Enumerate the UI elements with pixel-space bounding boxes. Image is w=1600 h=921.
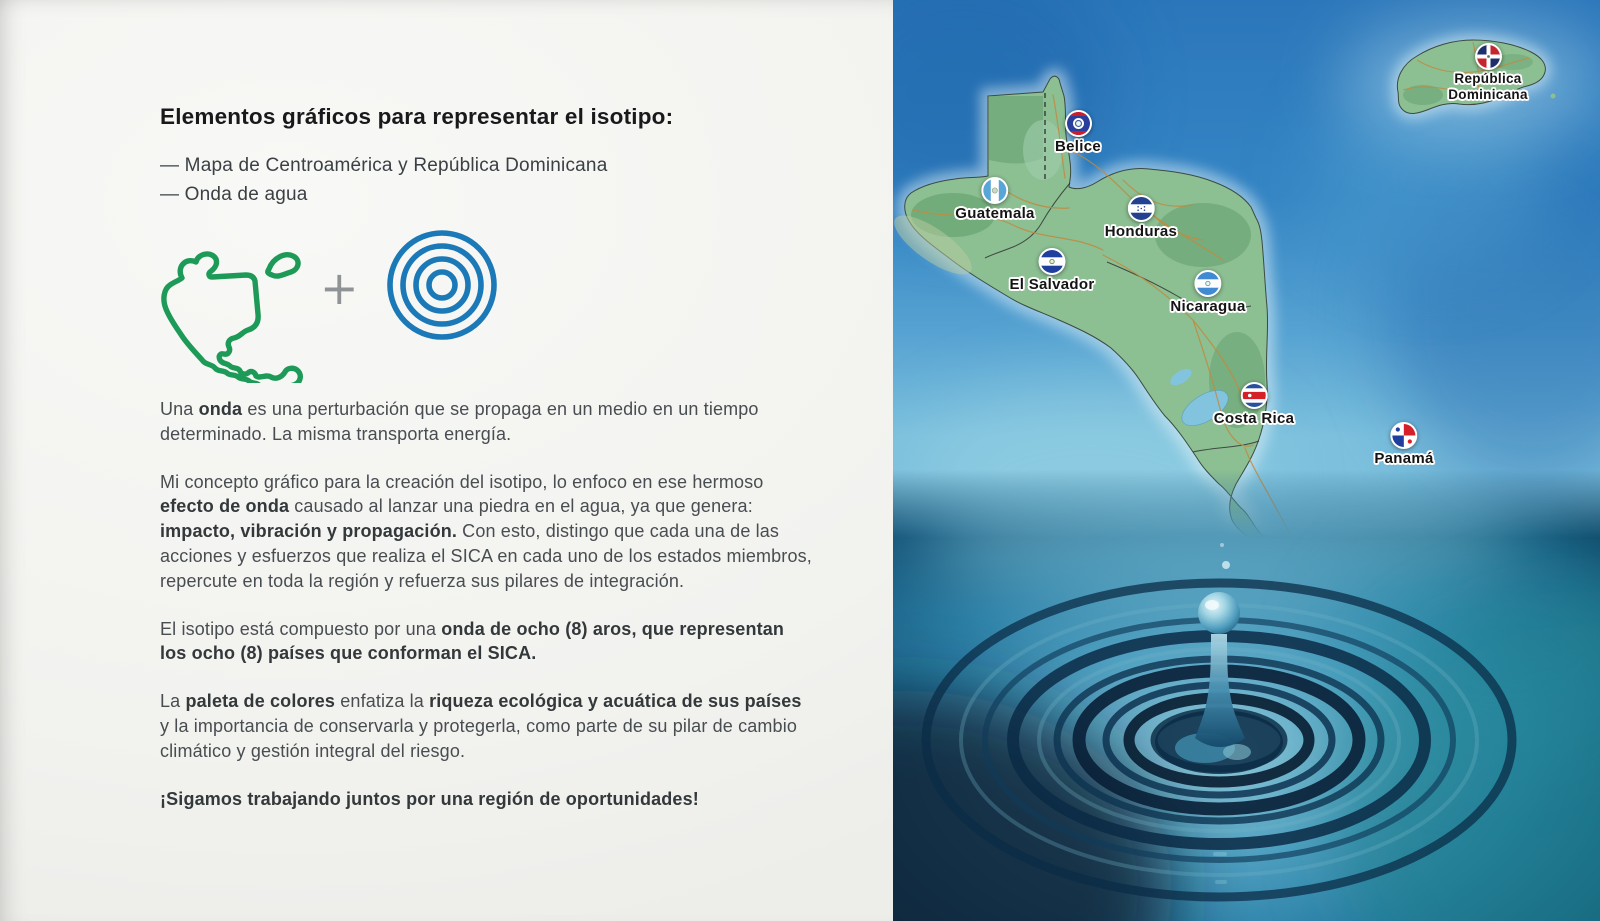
- map-label-nicaragua: [1170, 270, 1245, 315]
- concept-content: [160, 104, 850, 834]
- region-map-illustration: [893, 0, 1600, 921]
- list-item-map: — Mapa de Centroamérica y República Dominicana: [160, 155, 608, 176]
- central-america-outline-icon: [148, 231, 320, 383]
- map-label-costa-rica: [1214, 382, 1295, 427]
- plus-icon: +: [320, 261, 359, 315]
- country-label: República Dominicana: [1448, 71, 1528, 102]
- body-paragraph: Una onda es una perturbación que se propaga en un medio en un tiempo determinado. La misma transporta energía.: [160, 399, 759, 444]
- country-label: Belice: [1055, 138, 1101, 155]
- flag-costa-rica-icon: [1241, 382, 1268, 409]
- map-label-honduras: [1105, 195, 1177, 240]
- country-label: Nicaragua: [1170, 298, 1246, 315]
- body-paragraph: La paleta de colores enfatiza la riqueza ecológica y acuática de sus países y la importancia de conservarla y protegerla, como parte de su pilar de cambio climático y gestión integral del riesgo.: [160, 691, 802, 761]
- map-label-guatemala: [955, 177, 1034, 222]
- body-paragraph: Mi concepto gráfico para la creación del isotipo, lo enfoco en ese hermoso efecto de onda causado al lanzar una piedra en el agua, ya que genera: impacto, vibración y propagación. Con esto, distingo que cada una de las acciones y esfuerzos que realiza el SICA en cada uno de los estados miembros, repercute en toda la región y refuerza sus pilares de integración.: [160, 471, 812, 591]
- flag-el-salvador-icon: [1038, 248, 1065, 275]
- flag-dominican-republic-icon: [1475, 43, 1502, 70]
- country-label: Guatemala: [955, 205, 1035, 222]
- map-label-el-salvador: [1009, 248, 1094, 293]
- country-label: El Salvador: [1009, 276, 1095, 293]
- country-label: Honduras: [1104, 223, 1178, 240]
- body-copy: [160, 397, 812, 811]
- page-title: Elementos gráficos para representar el isotipo:: [160, 104, 674, 129]
- list-item-wave: — Onda de agua: [160, 184, 308, 205]
- country-label: Costa Rica: [1213, 410, 1295, 427]
- graphic-elements-list: [160, 151, 850, 209]
- map-label-panama: [1374, 422, 1433, 467]
- map-panel: [893, 0, 1600, 921]
- flag-honduras-icon: [1128, 195, 1155, 222]
- body-paragraph: El isotipo está compuesto por una onda de ocho (8) aros, que representan los ocho (8) países que conforman el SICA.: [160, 618, 785, 664]
- map-label-dominican-republic: [1433, 43, 1543, 102]
- flag-guatemala-icon: [982, 177, 1009, 204]
- country-label: Panamá: [1374, 450, 1434, 467]
- flag-belize-icon: [1065, 110, 1092, 137]
- water-wave-rings-icon: [384, 227, 500, 343]
- flag-panama-icon: [1391, 422, 1418, 449]
- body-paragraph: ¡Sigamos trabajando juntos por una región de oportunidades!: [160, 788, 699, 809]
- isotype-formula: [160, 233, 850, 385]
- flag-nicaragua-icon: [1194, 270, 1221, 297]
- map-label-belize: [1055, 110, 1101, 155]
